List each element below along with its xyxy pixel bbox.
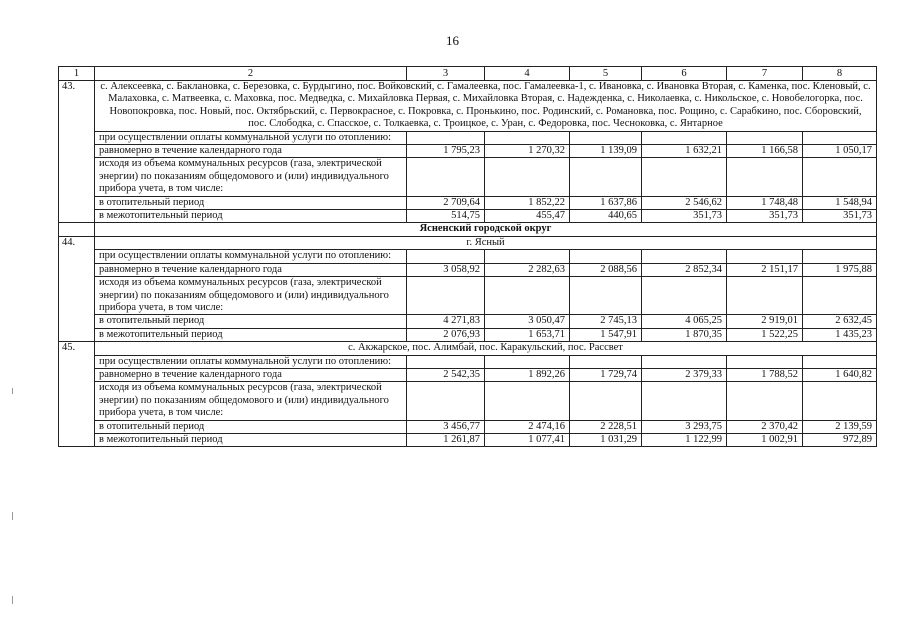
section-row [59,223,877,236]
tariff-value: 1 547,91 [570,328,642,341]
row-label: в межотопительный период [95,328,407,341]
tariff-value: 3 456,77 [407,420,485,433]
tariff-value: 1 632,21 [642,145,727,158]
tariff-value: 1 852,22 [485,196,570,209]
empty-cell [485,250,570,263]
tariff-value: 2 370,42 [727,420,803,433]
empty-cell [570,355,642,368]
tariff-value: 1 640,82 [803,368,877,381]
settlements-cell: с. Акжарское, пос. Алимбай, пос. Каракульский, пос. Рассвет [95,342,877,355]
heading-row [59,131,877,144]
column-number-cell: 8 [803,67,877,81]
row-number: 43. [59,81,95,223]
tariff-value: 2 474,16 [485,420,570,433]
empty-cell [803,355,877,368]
empty-cell [407,158,485,196]
tariff-value: 1 637,86 [570,196,642,209]
tariff-value: 2 151,17 [727,263,803,276]
row-number: 44. [59,236,95,341]
tariff-value: 2 546,62 [642,196,727,209]
column-number-row [59,67,877,81]
meter-row [59,158,877,196]
uniform-row [59,263,877,276]
tariff-value: 1 548,94 [803,196,877,209]
tariff-value: 2 228,51 [570,420,642,433]
tariff-value: 4 065,25 [642,315,727,328]
empty-cell [642,250,727,263]
tariff-value: 1 077,41 [485,433,570,446]
row-label: исходя из объема коммунальных ресурсов (газа, электрической энергии) по показаниям общедомового и (или) индивидуального прибора учета, в том числе: [95,382,407,420]
settlements-cell: г. Ясный [95,236,877,249]
tariff-value: 1 031,29 [570,433,642,446]
tariff-value: 2 745,13 [570,315,642,328]
row-label: равномерно в течение календарного года [95,263,407,276]
mode-heading-cell: при осуществлении оплаты коммунальной услуги по отоплению: [95,131,407,144]
tariff-value: 1 261,87 [407,433,485,446]
tariff-value: 1 435,23 [803,328,877,341]
column-number-cell: 7 [727,67,803,81]
empty-cell [407,277,485,315]
empty-cell [570,158,642,196]
empty-cell [727,158,803,196]
settlements-cell: с. Алексеевка, с. Баклановка, с. Березовка, с. Бурдыгино, пос. Войковский, с. Гамалеевка, пос. Гамалеевка-1, с. Ивановка, с. Ивановка Вторая, с. Каменка, пос. Кленовый, с. Малаховка, с. Матвеевка, с. Маховка, пос. Медведка, с. Михайловка Первая, с. Михайловка Вторая, с. Надежденка, с. Николаевка, с. Никольское, с. Новобелогорка, пос. Новопокровка, пос. Новый, пос. Октябрьский, с. Первокрасное, с. Покровка, с. Пронькино, пос. Родинский, с. Романовка, пос. Рощино, с. Сарабкино, пос. Сборовский, пос. Слободка, с. Спасское, с. Толкаевка, с. Троицкое, с. Уран, с. Федоровка, пос. Чесноковка, с. Янтарное [95,81,877,132]
column-number-cell: 2 [95,67,407,81]
settlements-row [59,342,877,355]
empty-cell [570,277,642,315]
tariff-value: 2 379,33 [642,368,727,381]
tariff-value: 455,47 [485,210,570,223]
tariff-value: 1 892,26 [485,368,570,381]
tariff-value: 2 632,45 [803,315,877,328]
tariff-value: 351,73 [727,210,803,223]
tariff-value: 2 919,01 [727,315,803,328]
empty-cell [407,355,485,368]
tariff-value: 1 522,25 [727,328,803,341]
tariff-value: 3 058,92 [407,263,485,276]
empty-cell [642,131,727,144]
tariff-value: 2 542,35 [407,368,485,381]
empty-cell [727,382,803,420]
tariff-value: 1 166,58 [727,145,803,158]
mode-heading-cell: при осуществлении оплаты коммунальной услуги по отоплению: [95,250,407,263]
heading-row [59,355,877,368]
empty-cell [803,382,877,420]
tariff-value: 2 088,56 [570,263,642,276]
settlements-row [59,236,877,249]
column-number-cell: 6 [642,67,727,81]
offseason-row [59,433,877,446]
tariff-value: 440,65 [570,210,642,223]
scan-mark [12,512,13,520]
tariff-value: 1 270,32 [485,145,570,158]
tariff-value: 1 795,23 [407,145,485,158]
tariff-value: 2 139,59 [803,420,877,433]
heating-row [59,315,877,328]
tariff-value: 1 139,09 [570,145,642,158]
tariff-value: 351,73 [642,210,727,223]
tariff-value: 1 729,74 [570,368,642,381]
empty-cell [485,355,570,368]
tariff-value: 1 788,52 [727,368,803,381]
empty-cell [727,250,803,263]
empty-cell [485,158,570,196]
column-number-cell: 4 [485,67,570,81]
tariff-value: 2 076,93 [407,328,485,341]
empty-cell [570,382,642,420]
uniform-row [59,368,877,381]
empty-cell [642,277,727,315]
tariff-value: 1 122,99 [642,433,727,446]
empty-cell [570,131,642,144]
empty-cell [642,158,727,196]
column-number-cell: 5 [570,67,642,81]
empty-cell [407,250,485,263]
empty-cell [642,382,727,420]
tariff-value: 1 870,35 [642,328,727,341]
tariff-value: 2 709,64 [407,196,485,209]
tariff-value: 1 748,48 [727,196,803,209]
tariff-value: 3 050,47 [485,315,570,328]
empty-cell [803,250,877,263]
offseason-row [59,328,877,341]
tariff-value: 972,89 [803,433,877,446]
empty-cell [59,223,95,236]
row-label: в межотопительный период [95,433,407,446]
empty-cell [727,355,803,368]
tariff-value: 2 282,63 [485,263,570,276]
tariff-value: 2 852,34 [642,263,727,276]
settlements-row [59,81,877,132]
column-number-cell: 3 [407,67,485,81]
row-label: равномерно в течение календарного года [95,368,407,381]
tariff-value: 1 653,71 [485,328,570,341]
empty-cell [570,250,642,263]
tariff-value: 4 271,83 [407,315,485,328]
row-label: в отопительный период [95,315,407,328]
tariff-value: 1 002,91 [727,433,803,446]
empty-cell [485,131,570,144]
section-title: Ясненский городской округ [95,223,877,236]
row-label: в отопительный период [95,420,407,433]
uniform-row [59,145,877,158]
tariff-value: 351,73 [803,210,877,223]
empty-cell [407,131,485,144]
empty-cell [407,382,485,420]
row-label: в отопительный период [95,196,407,209]
empty-cell [642,355,727,368]
page-number: 16 [446,33,459,48]
tariff-value: 1 975,88 [803,263,877,276]
row-label: равномерно в течение календарного года [95,145,407,158]
offseason-row [59,210,877,223]
empty-cell [803,131,877,144]
column-number-cell: 1 [59,67,95,81]
empty-cell [727,131,803,144]
heating-row [59,420,877,433]
row-label: исходя из объема коммунальных ресурсов (газа, электрической энергии) по показаниям общедомового и (или) индивидуального прибора учета, в том числе: [95,277,407,315]
heating-row [59,196,877,209]
tariff-value: 514,75 [407,210,485,223]
tariff-value: 3 293,75 [642,420,727,433]
empty-cell [727,277,803,315]
meter-row [59,382,877,420]
tariff-table [58,66,877,447]
empty-cell [485,382,570,420]
row-number: 45. [59,342,95,447]
scan-mark [12,388,13,394]
tariff-value: 1 050,17 [803,145,877,158]
row-label: в межотопительный период [95,210,407,223]
heading-row [59,250,877,263]
empty-cell [803,158,877,196]
row-label: исходя из объема коммунальных ресурсов (газа, электрической энергии) по показаниям общедомового и (или) индивидуального прибора учета, в том числе: [95,158,407,196]
empty-cell [803,277,877,315]
mode-heading-cell: при осуществлении оплаты коммунальной услуги по отоплению: [95,355,407,368]
scan-mark [12,596,13,604]
empty-cell [485,277,570,315]
meter-row [59,277,877,315]
